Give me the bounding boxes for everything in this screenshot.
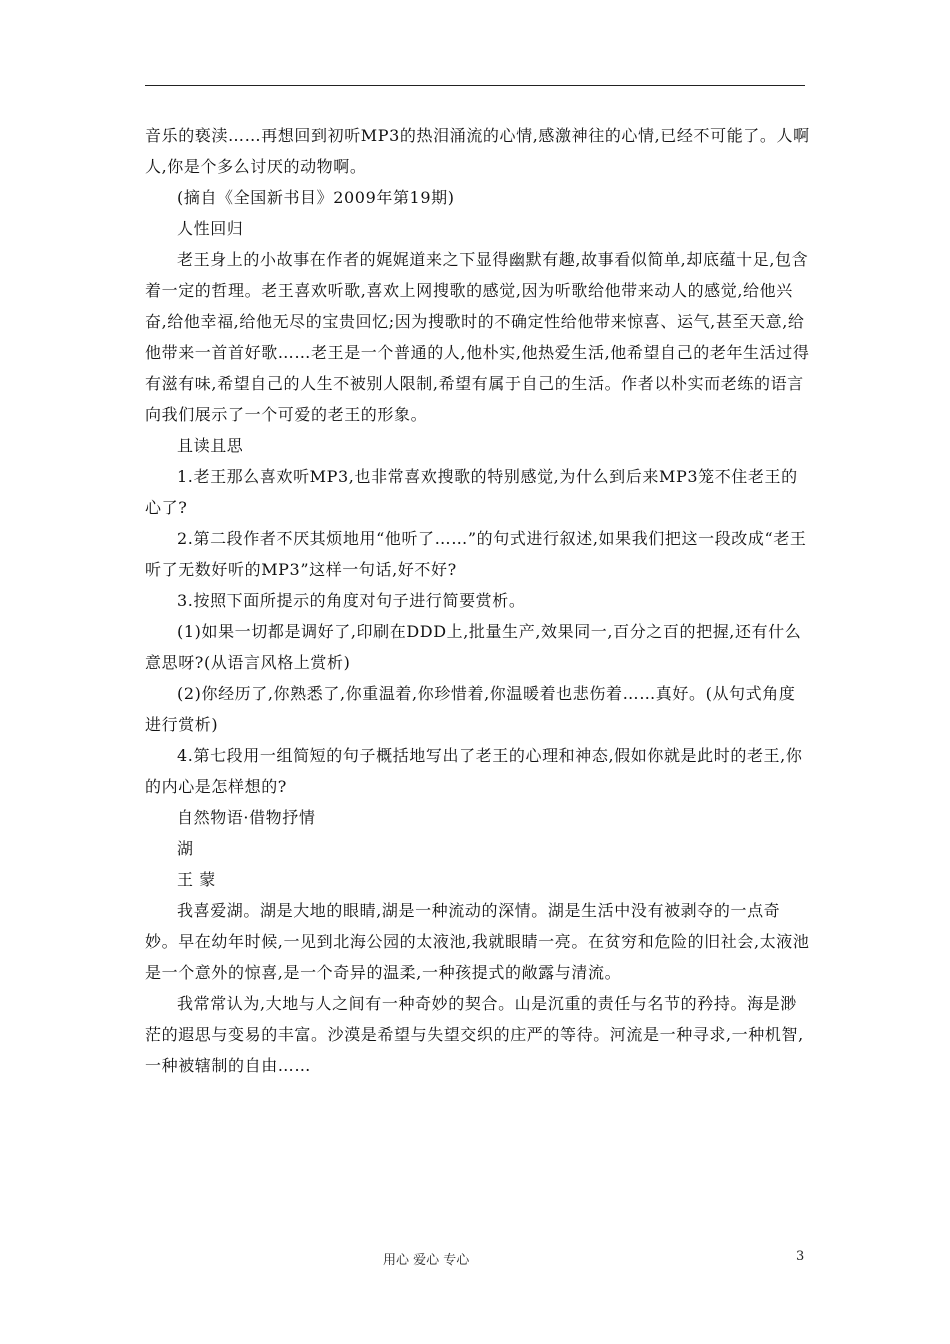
commentary-paragraph: 老王身上的小故事在作者的娓娓道来之下显得幽默有趣,故事看似简单,却底蕴十足,包含着一定的哲理。老王喜欢听歌,喜欢上网搜歌的感觉,因为听歌给他带来动人的感觉,给他兴奋,给他幸福,给他无尽的宝贵回忆;因为搜歌时的不确定性给他带来惊喜、运气,甚至天意,给他带来一首首好歌……老王是一个普通的人,他朴实,他热爱生活,他希望自己的老年生活过得有滋有味,希望自己的人生不被别人限制,希望有属于自己的生活。作者以朴实而老练的语言向我们展示了一个可爱的老王的形象。 <box>145 250 810 424</box>
essay-author: 王 蒙 <box>177 870 216 889</box>
source-citation: (摘自《全国新书目》2009年第19期) <box>177 188 455 207</box>
footer-motto: 用心 爱心 专心 <box>383 1253 470 1268</box>
question-4: 4.第七段用一组简短的句子概括地写出了老王的心理和神态,假如你就是此时的老王,你的内心是怎样想的? <box>145 746 803 796</box>
question-3: 3.按照下面所提示的角度对句子进行简要赏析。 <box>177 591 526 610</box>
essay-paragraph-2: 我常常认为,大地与人之间有一种奇妙的契合。山是沉重的责任与名节的矜持。海是渺茫的遐思与变易的丰富。沙漠是希望与失望交织的庄严的等待。河流是一种寻求,一种机智,一种被辖制的自由…… <box>145 994 804 1075</box>
section-heading-nature: 自然物语·借物抒情 <box>177 808 316 827</box>
section-heading-read-think: 且读且思 <box>177 436 244 455</box>
page-number: 3 <box>796 1249 805 1264</box>
essay-paragraph-1: 我喜爱湖。湖是大地的眼睛,湖是一种流动的深情。湖是生活中没有被剥夺的一点奇妙。早在幼年时候,一见到北海公园的太液池,我就眼睛一亮。在贫穷和危险的旧社会,太液池是一个意外的惊喜,是一个奇异的温柔,一种孩提式的敞露与清流。 <box>145 901 810 982</box>
section-heading-human-nature: 人性回归 <box>177 219 244 238</box>
header-rule <box>145 85 805 86</box>
question-3-item-2: (2)你经历了,你熟悉了,你重温着,你珍惜着,你温暖着也悲伤着……真好。(从句式角度进行赏析) <box>145 684 796 734</box>
question-1: 1.老王那么喜欢听MP3,也非常喜欢搜歌的特别感觉,为什么到后来MP3笼不住老王的心了? <box>145 467 798 517</box>
page-body <box>145 120 810 1081</box>
page-footer <box>0 1249 950 1269</box>
essay-title: 湖 <box>177 839 194 858</box>
question-2: 2.第二段作者不厌其烦地用“他听了……”的句式进行叙述,如果我们把这一段改成“老王听了无数好听的MP3”这样一句话,好不好? <box>145 529 807 579</box>
question-3-item-1: (1)如果一切都是调好了,印刷在DDD上,批量生产,效果同一,百分之百的把握,还有什么意思呀?(从语言风格上赏析) <box>145 622 802 672</box>
paragraph-continuation: 音乐的亵渎……再想回到初听MP3的热泪涌流的心情,感激神往的心情,已经不可能了。人啊人,你是个多么讨厌的动物啊。 <box>145 126 810 176</box>
